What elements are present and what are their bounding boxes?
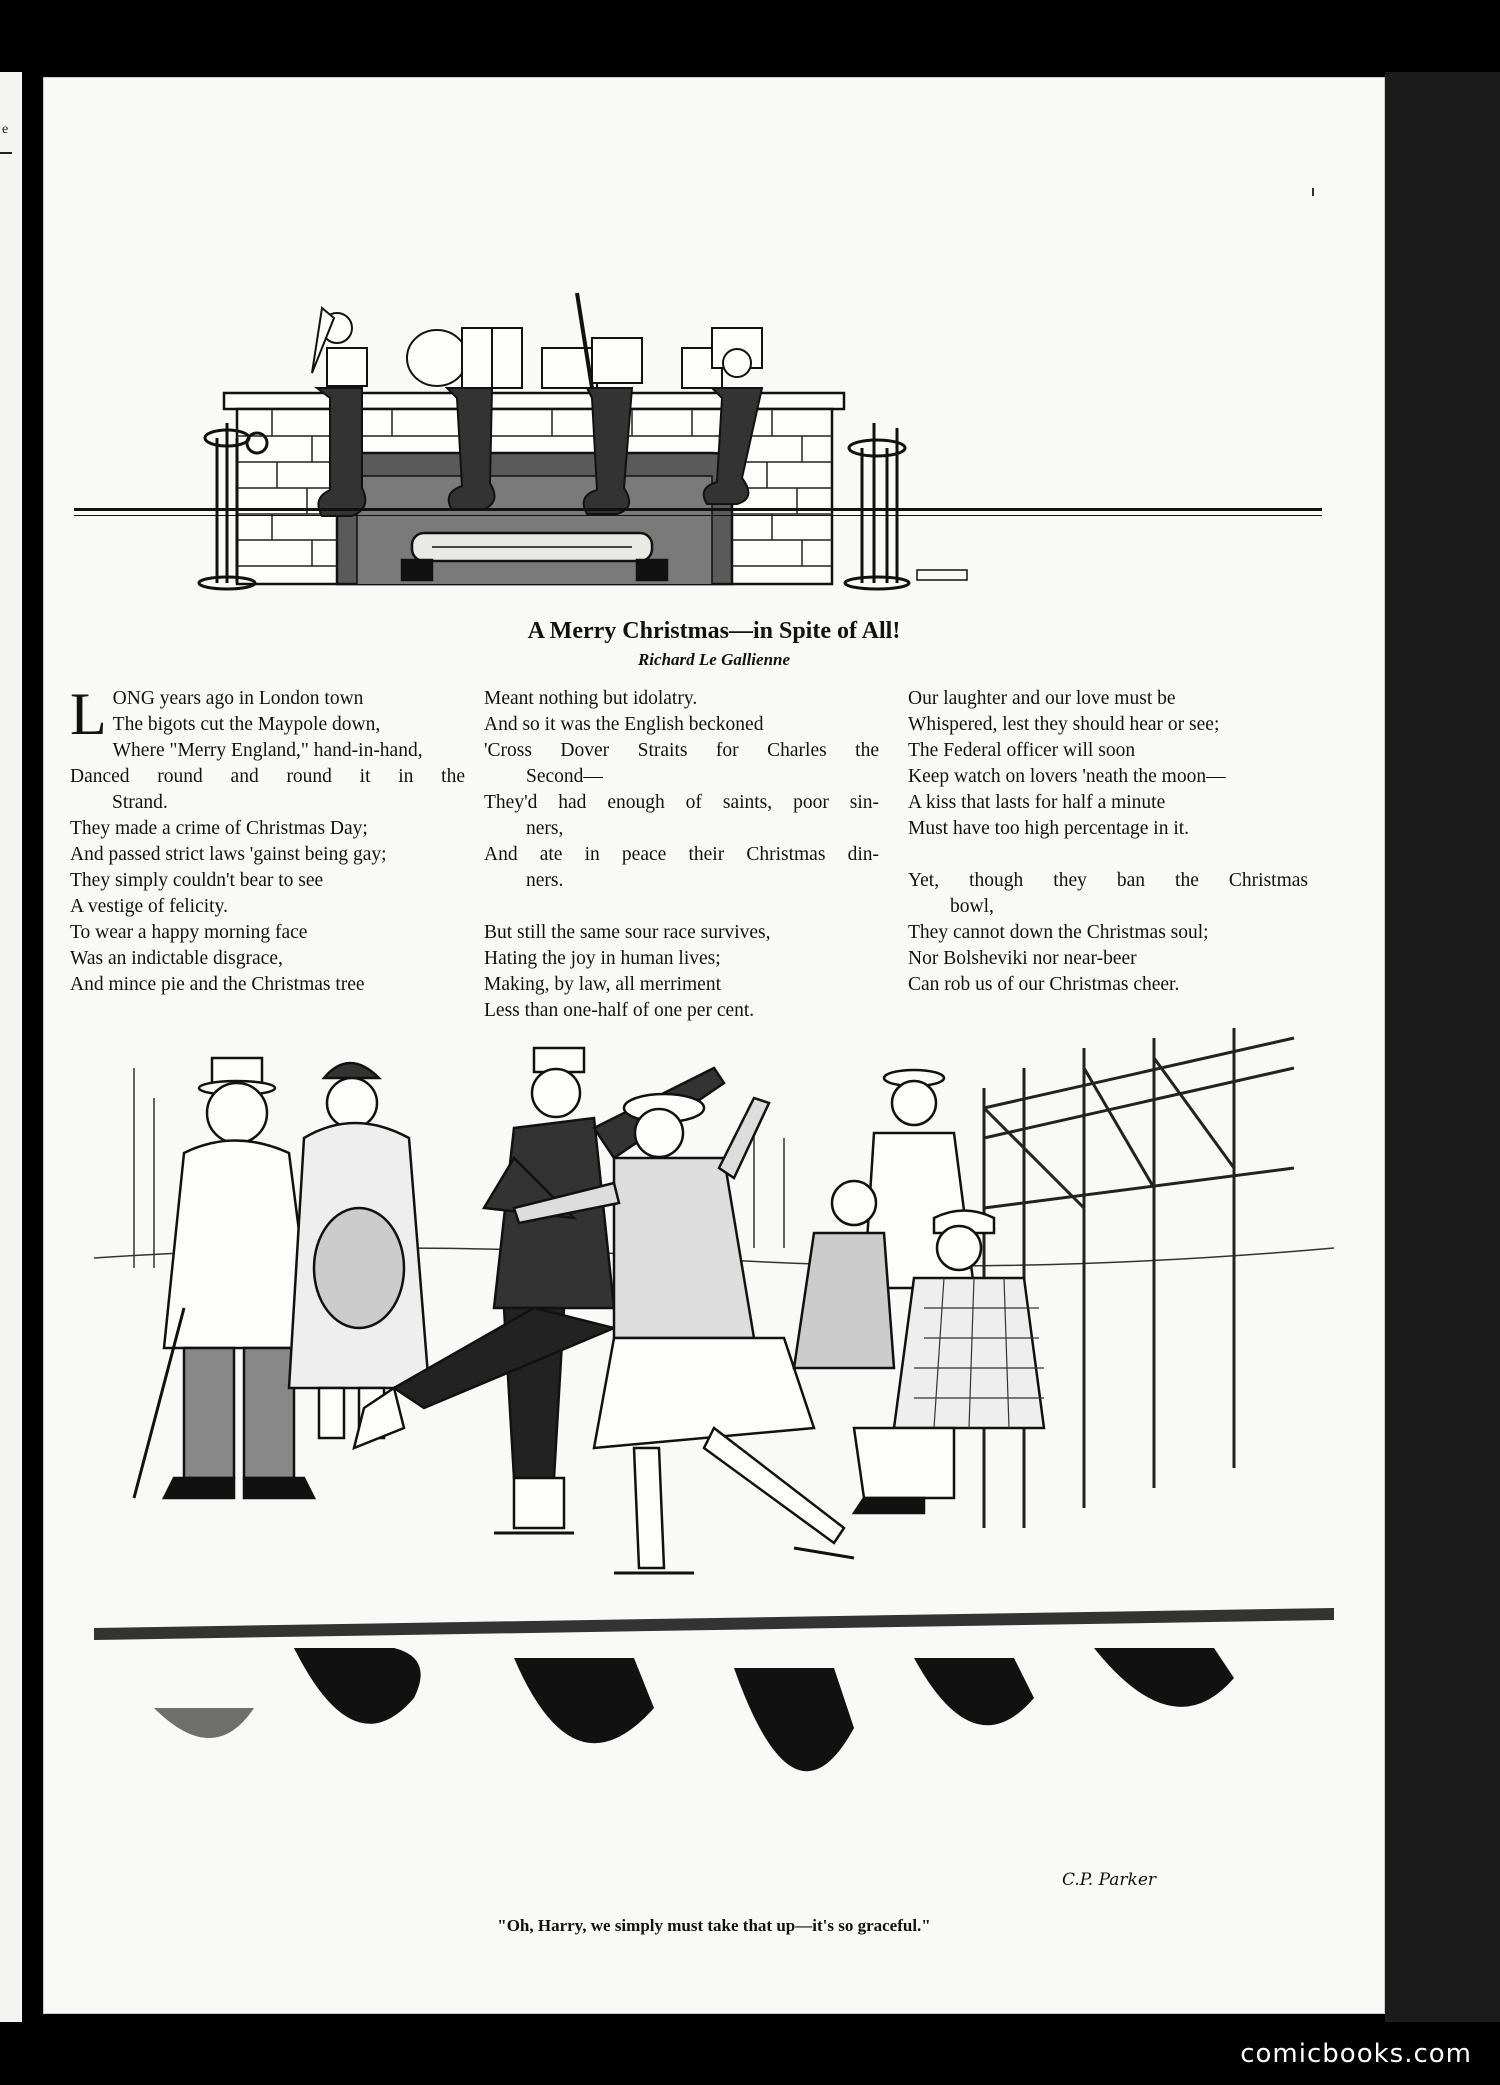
poem-line: bowl, xyxy=(950,896,994,917)
poem-column-3 xyxy=(908,686,1308,998)
poem-line: They made a crime of Christmas Day; xyxy=(70,818,368,839)
poem-line: The Federal officer will soon xyxy=(908,740,1136,761)
cartoon-caption: "Oh, Harry, we simply must take that up—it's so graceful." xyxy=(497,1916,931,1935)
skating-cartoon-illustration xyxy=(94,1008,1334,1888)
poem-line: Keep watch on lovers 'neath the moon— xyxy=(908,766,1226,787)
poem-line: A vestige of felicity. xyxy=(70,896,228,917)
poem-line: And ate in peace their Christmas din- xyxy=(484,844,879,865)
header-rule xyxy=(74,508,1322,516)
stanza-gap xyxy=(484,894,879,920)
artist-signature: C.P. Parker xyxy=(1062,1870,1157,1890)
poem-line: They cannot down the Christmas soul; xyxy=(908,922,1209,943)
poem-line: Nor Bolsheviki nor near-beer xyxy=(908,948,1137,969)
poem-column-2 xyxy=(484,686,879,1024)
poem-line: Where "Merry England," hand-in-hand, xyxy=(112,740,423,761)
poem-line: Whispered, lest they should hear or see; xyxy=(908,714,1220,735)
poem-line: Can rob us of our Christmas cheer. xyxy=(908,974,1180,995)
poem-line: To wear a happy morning face xyxy=(70,922,308,943)
scan-speck xyxy=(1312,188,1314,196)
poem-line: A kiss that lasts for half a minute xyxy=(908,792,1166,813)
poem-line: ONG years ago in London town xyxy=(112,688,364,709)
scan-border xyxy=(1385,72,1500,2022)
drop-cap: L xyxy=(70,681,107,747)
adjacent-page-edge xyxy=(0,72,22,2022)
poem-line: They simply couldn't bear to see xyxy=(70,870,324,891)
poem-line: And passed strict laws 'gainst being gay; xyxy=(70,844,387,865)
poem-line: Yet, though they ban the Christmas xyxy=(908,870,1308,891)
poem-title: A Merry Christmas—in Spite of All! xyxy=(527,618,901,644)
poem-line: Meant nothing but idolatry. xyxy=(484,688,698,709)
fireplace-illustration xyxy=(72,198,1322,608)
poem-line: Must have too high percentage in it. xyxy=(908,818,1190,839)
site-watermark: comicbooks.com xyxy=(1240,2039,1472,2069)
poem-line: The bigots cut the Maypole down, xyxy=(112,714,381,735)
poem-line: Danced round and round it in the xyxy=(70,766,465,787)
magazine-page xyxy=(44,78,1384,2013)
poem-line: And so it was the English beckoned xyxy=(484,714,764,735)
adjacent-page-rule xyxy=(0,152,12,154)
poem-line: But still the same sour race survives, xyxy=(484,922,771,943)
adjacent-page-mark: e xyxy=(2,122,9,137)
poem-line: Hating the joy in human lives; xyxy=(484,948,721,969)
poem-line: Was an indictable disgrace, xyxy=(70,948,283,969)
poem-line: ners. xyxy=(526,870,564,891)
poem-author: Richard Le Gallienne xyxy=(637,650,791,669)
poem-line: They'd had enough of saints, poor sin- xyxy=(484,792,879,813)
poem-line: Second— xyxy=(526,766,603,787)
poem-column-1 xyxy=(70,681,465,998)
poem-line: Our laughter and our love must be xyxy=(908,688,1176,709)
poem-line: And mince pie and the Christmas tree xyxy=(70,974,365,995)
poem-line: Less than one-half of one per cent. xyxy=(484,1000,755,1021)
poem-line: 'Cross Dover Straits for Charles the xyxy=(484,740,879,761)
poem-line: ners, xyxy=(526,818,564,839)
poem-line: Making, by law, all merriment xyxy=(484,974,722,995)
stanza-gap xyxy=(908,842,1308,868)
poem-line: Strand. xyxy=(112,792,168,813)
